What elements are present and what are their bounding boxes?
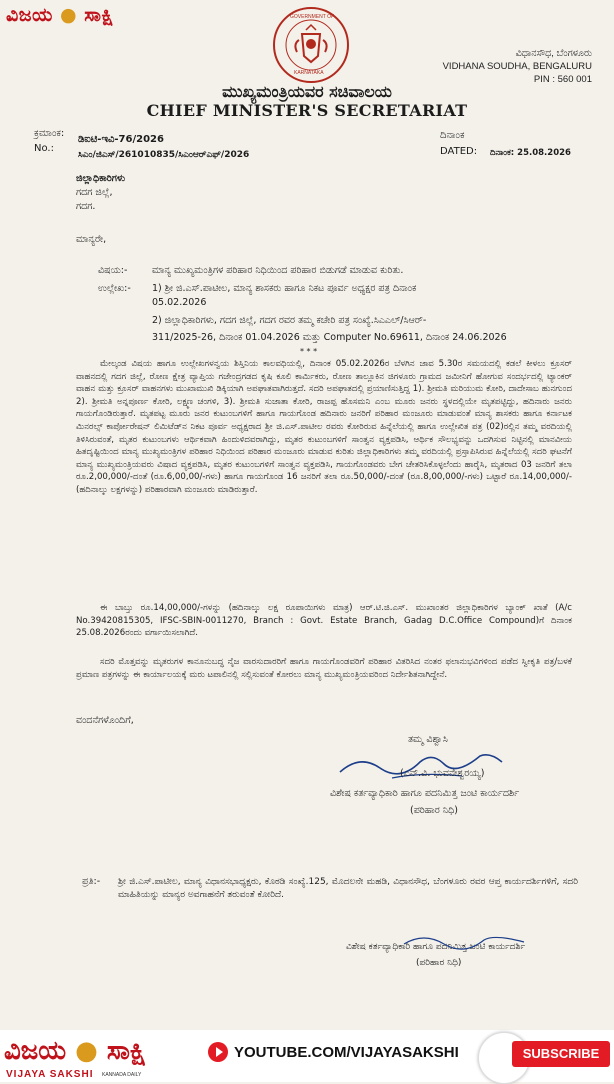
brand-logo-top <box>6 4 114 26</box>
brand-logo-kn: ವಿಜಯ <box>6 4 53 26</box>
closing-text: ವಂದನೆಗಳೊಂದಿಗೆ, <box>76 715 134 726</box>
signatory-designation: ವಿಶೇಷ ಕರ್ತವ್ಯಾಧಿಕಾರಿ ಹಾಗೂ ಪದನಿಮಿತ್ತ ಜಂಟಿ ಕಾರ್ಯದರ್ಶಿ <box>330 788 520 799</box>
ref-label-kn: ಕ್ರಮಾಂಕ: <box>34 128 65 139</box>
date-label-en: DATED: <box>440 146 478 157</box>
emblem-bottom-text: KARNATAKA <box>294 70 324 76</box>
play-icon <box>216 1047 223 1057</box>
coin-icon: ● <box>60 4 78 26</box>
subject-text: ಮಾನ್ಯ ಮುಖ್ಯಮಂತ್ರಿಗಳ ಪರಿಹಾರ ನಿಧಿಯಿಂದ ಪರಿಹಾರ ಬಿಡುಗಡೆ ಮಾಡುವ ಕುರಿತು. <box>152 265 404 276</box>
addressee-line-2: ಗದಗ ಜಿಲ್ಲೆ, <box>76 187 113 198</box>
body-paragraph-3: ಸದರಿ ಮೊತ್ತವನ್ನು ಮೃತರುಗಳ ಕಾನೂನುಬದ್ಧ ನೈಜ ವಾರಸುದಾರರಿಗೆ ಹಾಗೂ ಗಾಯಗೊಂಡವರಿಗೆ ಪರಿಹಾರ ವಿತರಿಸಿದ ನಂತರ ಫಲಾನುಭವಿಗಳಿಂದ ಪಡೆದ ಸ್ವೀಕೃತಿ ಪತ್ರ/ಬಳಕೆ ಪ್ರಮಾಣ ಪತ್ರಗಳನ್ನು ಈ ಕಾರ್ಯಾಲಯಕ್ಕೆ ಮರು ಟಪಾಲಿನಲ್ಲಿ ಸಲ್ಲಿಸುವಂತೆ ಕೋರಲು ಮಾನ್ಯ ಮುಖ್ಯಮಂತ್ರಿಯವರಿಂದ ನಿರ್ದೇಶಿತನಾಗಿದ್ದೇನೆ. <box>76 657 572 680</box>
body-paragraph-2: ಈ ಬಾಬ್ತು ರೂ.14,00,000/-ಗಳನ್ನು (ಹದಿನಾಲ್ಕು ಲಕ್ಷ ರೂಪಾಯಿಗಳು ಮಾತ್ರ) ಆರ್.ಟಿ.ಜಿ.ಎಸ್. ಮುಖಾಂತರ ಜಿಲ್ಲಾಧಿಕಾರಿಗಳ ಬ್ಯಾಂಕ್ ಖಾತೆ (A/c No.39420815305, IFSC-SBIN-0011270, Branch : Govt. Estate Branch, Gadag D.C.Office Compound)ಗೆ ದಿನಾಂಕ 25.08.2026ರಂದು ವರ್ಗಾಯಿಸಲಾಗಿದೆ. <box>76 603 572 639</box>
ref-item-1: 1) ಶ್ರೀ ಜಿ.ಎಸ್.ಪಾಟೀಲ, ಮಾನ್ಯ ಶಾಸಕರು ಹಾಗೂ ನಿಕಟ ಪೂರ್ವ ಅಧ್ಯಕ್ಷರ ಪತ್ರ ದಿನಾಂಕ <box>152 283 417 294</box>
footer-brand-en: VIJAYA SAKSHI <box>6 1069 94 1080</box>
title-english: CHIEF MINISTER'S SECRETARIAT <box>146 101 468 120</box>
footer-logo-kn: ವಿಜಯ <box>4 1036 67 1066</box>
emblem-top-text: GOVERNMENT OF <box>290 14 335 20</box>
salutation: ಮಾನ್ಯರೇ, <box>76 234 107 245</box>
address-pin: PIN : 560 001 <box>533 74 592 85</box>
subscribe-button[interactable]: SUBSCRIBE <box>512 1041 610 1067</box>
title-kannada: ಮುಖ್ಯಮಂತ್ರಿಯವರ ಸಚಿವಾಲಯ <box>222 82 392 101</box>
ref-item-2-cont: 311/2025-26, ದಿನಾಂಕ 01.04.2026 ಮತ್ತು Computer No.69611, ದಿನಾಂಕ 24.06.2026 <box>152 332 507 343</box>
initials-scribble-icon <box>400 930 530 950</box>
address-en: VIDHANA SOUDHA, BENGALURU <box>442 61 592 72</box>
signatory-name: (ಎನ್.ವಿ. ಭುವನೇಶ್ವರಯ್ಯ) <box>400 768 485 779</box>
copy-text: ಶ್ರೀ ಜಿ.ಎಸ್.ಪಾಟೀಲ, ಮಾನ್ಯ ವಿಧಾನಸಭಾಧ್ಯಕ್ಷರು, ಕೊಠಡಿ ಸಂಖ್ಯೆ.125, ಮೊದಲನೇ ಮಹಡಿ, ವಿಧಾನಸೌಧ, ಬೆಂಗಳೂರು ರವರ ಆಪ್ತ ಕಾರ್ಯದರ್ಶಿಗಳಿಗೆ, ಸದರಿ ಮಾಹಿತಿಯನ್ನು ಮಾನ್ಯರ ಅವಗಾಹನೆಗೆ ತರುವಂತೆ ಕೋರಿದೆ. <box>118 877 578 900</box>
footer-logo <box>4 1036 146 1067</box>
ref-number-1: ಡಿಐಟಿ-ಇವಿ-76/2026 <box>78 134 164 145</box>
ref-label-en: No.: <box>34 143 54 154</box>
address-kn: ವಿಧಾನಸೌಧ, ಬೆಂಗಳೂರು <box>515 48 592 59</box>
subject-label: ವಿಷಯ:- <box>98 265 128 276</box>
addressee-line-1: ಜಿಲ್ಲಾಧಿಕಾರಿಗಳು <box>76 173 126 184</box>
body-paragraph-1: ಮೇಲ್ಕಂಡ ವಿಷಯ ಹಾಗೂ ಉಲ್ಲೇಖಗಳನ್ವಯ ಶಿಸ್ತಿನಿಯ ಕಾಲವಧಿಯಲ್ಲಿ, ದಿನಾಂಕ 05.02.2026ರ ಬೆಳಗಿನ ಜಾವ 5.30ರ ಸಮಯದಲ್ಲಿ ಕಡಲೆ ಕೀಳಲು ಕ್ರೂಸರ್ ವಾಹನದಲ್ಲಿ ಗದಗ ಜಿಲ್ಲೆ, ರೋಣ ಕ್ಷೇತ್ರ ವ್ಯಾಪ್ತಿಯ ಗಜೇಂದ್ರಗಡದ ಕೃಷಿ ಕೂಲಿ ಕಾರ್ಮಿಕರು, ರೋಣ ತಾಲ್ಲೂಕಿನ ಜಿಗಳೂರು ಗ್ರಾಮದ ಜಮೀನಿಗೆ ಹೋಗುವ ಸಂದರ್ಭದಲ್ಲಿ ಟ್ಯಾಂಕರ್ ವಾಹನ ಮತ್ತು ಕ್ರೂಸರ್ ವಾಹನಗಳು ಮುಖಾಮುಖಿ ಡಿಕ್ಕಿಯಾಗಿ ಅಪಘಾತವಾಗಿರುತ್ತದೆ. ಸದರಿ ಅಪಘಾತದಲ್ಲಿ ಪ್ರಯಾಣಿಸುತ್ತಿದ್ದ 1). ಶ್ರೀಮತಿ ಮರಿಯುಮ ಕೋರಿ, ದಾದೇಸಾಬ ಹುನಗುಂದ 2). ಶ್ರೀಮತಿ ಅನ್ನಪೂರ್ಣ ಕೋರಿ, ಲಕ್ಷ್ಮಣ ಚಂಗಳಿ, 3). ಶ್ರೀಮತಿ ಸುಜಾತಾ ಕೋರಿ, ರಾಜಪ್ಪ ಹೊಸಮನಿ ಎಂಬ ಮೂರು ಜನರು ಸ್ಥಳದಲ್ಲಿಯೇ ಮೃತಪಟ್ಟಿದ್ದು, ಹದಿನಾರು ಜನರು ಗಾಯಗೊಂಡಿರುತ್ತಾರೆ. ಮೃತಪಟ್ಟ ಮೂರು ಜನರ ಕುಟುಂಬಗಳಿಗೆ ಹಾಗೂ ಗಾಯಗೊಂಡ ಹದಿನಾರು ಜನರಿಗೆ ಪರಿಹಾರ ಮಂಜೂರು ಮಾಡುವಂತೆ ಮಾನ್ಯ ಶಾಸಕರು ಹಾಗೂ ಕರ್ನಾಟಕ ಮಿನರಲ್ಸ್ ಕಾರ್ಪೋರೇಷನ್ ಲಿಮಿಟೆಡ್‌ನ ನಿಕಟ ಪೂರ್ವ ಅಧ್ಯಕ್ಷರಾದ ಶ್ರೀ ಜಿ.ಎಸ್.ಪಾಟೀಲ ರವರು ಕೋರಿರುವ ಹಿನ್ನೆಲೆಯಲ್ಲಿ ಹಾಗೂ ಉಲ್ಲೇಖಿತ ಪತ್ರ (02)ರಲ್ಲಿನ ತಮ್ಮ ವರದಿಯಲ್ಲಿ ತಿಳಿಸಿರುವಂತೆ, ಮೃತರ ಕುಟುಂಬಗಳು ಆರ್ಥಿಕವಾಗಿ ಹಿಂದುಳಿದವರಾಗಿದ್ದು, ಮೃತರ ಕುಟುಂಬಗಳಿಗೆ ಸಾಂತ್ವನ ವ್ಯಕ್ತಪಡಿಸಿ, ಆರ್ಥಿಕ ಸೌಲಭ್ಯವನ್ನು ಒದಗಿಸುವ ನಿಟ್ಟಿನಲ್ಲಿ ಮಾನವೀಯ ಹಿತದೃಷ್ಟಿಯಿಂದ ಮಾನ್ಯ ಮುಖ್ಯಮಂತ್ರಿಗಳ ಪರಿಹಾರ ನಿಧಿಯಿಂದ ಪರಿಹಾರ ಮಂಜೂರು ಮಾಡುವ ಕುರಿತು ಜಿಲ್ಲಾಧಿಕಾರಿಗಳು ತಮ್ಮ ವರದಿಯಲ್ಲಿ ಪ್ರಸ್ತಾಪಿಸಿರುವ ಹಿನ್ನೆಲೆಯಲ್ಲಿ ಸದರಿ ಘಟನೆಗೆ ಮಾನ್ಯ ಮುಖ್ಯಮಂತ್ರಿಯವರು ವಿಷಾದ ವ್ಯಕ್ತಪಡಿಸಿ, ಮೃತರ ಕುಟುಂಬಗಳಿಗೆ ಸಾಂತ್ವನ ವ್ಯಕ್ತಪಡಿಸಿ, ಗಾಯಗೊಂಡವರು ಬೇಗ ಚೇತರಿಸಿಕೊಳ್ಳಲೆಂದು ಹಾರೈಸಿ, ಮೃತರಾದ 03 ಜನರಿಗೆ ತಲಾ ರೂ.2,00,000/-ದಂತೆ (ರೂ.6,00,00/-ಗಳು) ಹಾಗೂ ಗಾಯಗೊಂಡ 16 ಜನರಿಗೆ ತಲಾ ರೂ.50,000/-ದಂತೆ (ರೂ.8,00,000/-ಗಳು) ಒಟ್ಟಾರೆ ರೂ.14,00,000/- (ಹದಿನಾಲ್ಕು ಲಕ್ಷಗಳನ್ನು) ಪರಿಹಾರವಾಗಿ ಮಂಜೂರು ಮಾಡಿರುತ್ತಾರೆ. <box>76 359 572 495</box>
signatory-dept: (ಪರಿಹಾರ ನಿಧಿ) <box>410 805 458 816</box>
separator-stars: * * * <box>300 347 318 356</box>
ref-item-2: 2) ಜಿಲ್ಲಾಧಿಕಾರಿಗಳು, ಗದಗ ಜಿಲ್ಲೆ, ಗದಗ ರವರ ತಮ್ಮ ಕಚೇರಿ ಪತ್ರ ಸಂಖ್ಯೆ.ಸಿಎಎಲ್/ಸಿಆರ್- <box>152 315 427 326</box>
date-label-kn: ದಿನಾಂಕ <box>440 130 465 141</box>
date-value: ದಿನಾಂಕ: 25.08.2026 <box>490 148 571 158</box>
footer-logo-kn2: ಸಾಕ್ಷಿ <box>106 1036 147 1066</box>
yours-faithfully: ತಮ್ಮ ವಿಶ್ವಾಸಿ <box>408 734 448 745</box>
footer-coin-icon: ● <box>75 1036 98 1066</box>
bottom-designation: ವಿಶೇಷ ಕರ್ತವ್ಯಾಧಿಕಾರಿ ಹಾಗೂ ಪದನಿಮಿತ್ತ ಜಂಟಿ ಕಾರ್ಯದರ್ಶಿ <box>346 942 526 952</box>
addressee-line-3: ಗದಗ. <box>76 201 96 212</box>
copy-label: ಪ್ರತಿ:- <box>82 876 101 887</box>
ref-item-1-date: 05.02.2026 <box>152 297 207 308</box>
ref-number-2: ಸಿಎಂ/ಜಿಎಸ್/261010835/ಸಿಎಂಆರ್‌ಎಫ್/2026 <box>78 150 250 160</box>
footer-kannada-daily: KANNADA DAILY <box>102 1072 142 1078</box>
youtube-url-link[interactable]: YOUTUBE.COM/VIJAYASAKSHI <box>234 1044 459 1061</box>
ref-label: ಉಲ್ಲೇಖ:- <box>98 283 131 294</box>
brand-logo-kn2: ಸಾಕ್ಷಿ <box>84 4 114 26</box>
bottom-dept: (ಪರಿಹಾರ ನಿಧಿ) <box>416 958 462 968</box>
